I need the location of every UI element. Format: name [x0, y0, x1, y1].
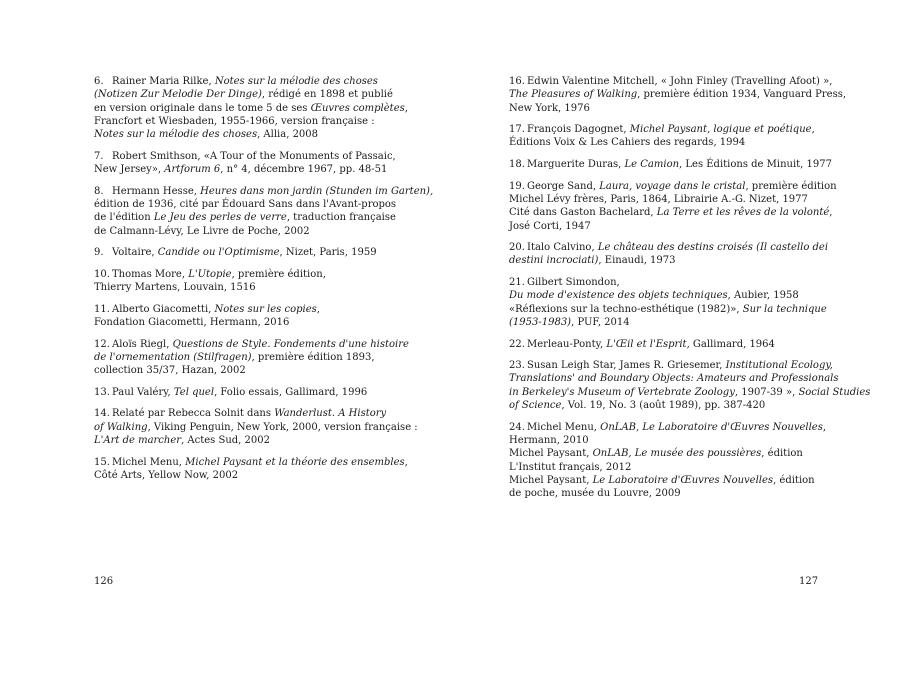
- footnote-title-text: Laura, voyage dans le cristal: [599, 180, 746, 192]
- footnote-text: de l'édition: [94, 212, 154, 224]
- footnote-line: [509, 303, 879, 316]
- footnote-text: José Corti, 1947: [509, 220, 591, 232]
- notes-list: [509, 75, 879, 509]
- footnote-text: , PUF, 2014: [571, 316, 630, 328]
- footnote-entry: [94, 386, 424, 399]
- footnote-entry: [509, 158, 879, 171]
- footnote-number: 10.: [94, 268, 110, 280]
- footnote-line: [509, 487, 879, 500]
- footnote-title-text: (Notizen Zur Melodie Der Dinge): [94, 89, 262, 101]
- footnote-number: 7.: [94, 150, 104, 162]
- footnote-title-text: Questions de Style. Fondements d'une histoire: [172, 338, 409, 350]
- footnote-title-text: destini incrociati): [509, 255, 599, 267]
- footnote-text: , Viking Penguin, New York, 2000, version française :: [147, 421, 418, 433]
- footnote-line: [509, 461, 879, 474]
- footnote-number: 21.: [509, 277, 525, 289]
- footnote-number: 9.: [94, 247, 104, 259]
- footnote-text: , Gallimard, 1964: [686, 338, 775, 350]
- footnote-text: collection 35/37, Hazan, 2002: [94, 365, 246, 377]
- footnote-text: ,: [316, 303, 320, 315]
- footnote-entry: [94, 407, 424, 447]
- footnote-text: Robert Smithson, «A Tour of the Monuments of Passaic,: [112, 150, 396, 162]
- footnote-title-text: Sur la technique: [742, 303, 827, 315]
- footnote-title-text: in Berkeley's Museum of Vertebrate Zoology: [509, 386, 735, 398]
- footnote-text: Thomas More,: [112, 268, 189, 280]
- footnote-number: 17.: [509, 124, 525, 136]
- footnote-line: [94, 338, 424, 351]
- footnote-entry: [509, 421, 879, 501]
- footnote-number: 15.: [94, 456, 110, 468]
- footnote-text: , Aubier, 1958: [727, 290, 799, 302]
- footnote-text: Alberto Giacometti,: [112, 303, 215, 315]
- footnote-title-text: Œuvres complètes: [310, 102, 405, 114]
- footnote-line: [509, 421, 879, 434]
- notes-list: [94, 75, 434, 490]
- footnote-number: 20.: [509, 242, 525, 254]
- footnote-number: 8.: [94, 185, 104, 197]
- footnote-text: , 1907-39 »,: [734, 386, 799, 398]
- footnote-line: [94, 211, 424, 224]
- footnote-text: ,: [829, 207, 833, 219]
- footnote-line: [94, 75, 424, 88]
- footnote-title-text: OnLAB, Le musée des poussières: [592, 448, 762, 460]
- footnote-number: 19.: [509, 180, 525, 192]
- footnote-text: Edwin Valentine Mitchell, « John Finley (Travelling Afoot) »,: [527, 76, 833, 87]
- footnote-title-text: Le Laboratoire d'Œuvres Nouvelles: [592, 474, 774, 486]
- footnote-title-text: (1953-1983): [509, 316, 572, 328]
- footnote-line: [94, 225, 424, 238]
- footnote-line: [509, 88, 879, 101]
- footnote-text: «Réflexions sur la techno-esthétique (1982)»,: [509, 303, 743, 315]
- footnote-line: [94, 102, 424, 115]
- left-page: [0, 0, 453, 680]
- footnote-text: Michel Paysant,: [509, 474, 593, 486]
- footnote-entry: [509, 180, 879, 233]
- footnote-line: [509, 474, 879, 487]
- footnote-text: Susan Leigh Star, James R. Griesemer,: [527, 360, 726, 372]
- footnote-number: 24.: [509, 421, 525, 433]
- footnote-title-text: Du mode d'existence des objets techniques: [509, 290, 728, 302]
- footnote-entry: [94, 268, 424, 295]
- footnote-entry: [94, 338, 424, 378]
- footnote-text: , rédigé en 1898 et publié: [261, 89, 393, 101]
- footnote-text: , Einaudi, 1973: [598, 255, 676, 267]
- footnote-title-text: L'Œil et l'Esprit: [606, 338, 687, 350]
- footnote-number: 14.: [94, 408, 110, 420]
- footnote-number: 12.: [94, 338, 110, 350]
- footnote-line: [94, 386, 424, 399]
- footnote-title-text: Translations' and Boundary Objects: Amateurs and Professionals: [509, 373, 839, 385]
- footnote-text: , Allia, 2008: [257, 129, 319, 141]
- footnote-text: ,: [822, 421, 827, 433]
- footnote-text: ,: [404, 102, 408, 114]
- footnote-text: Marguerite Duras,: [527, 159, 625, 171]
- footnote-text: L'Institut français, 2012: [509, 461, 632, 473]
- footnote-line: [509, 372, 879, 385]
- footnote-entry: [94, 303, 424, 330]
- footnote-line: [509, 386, 879, 399]
- footnote-line: [509, 206, 879, 219]
- footnote-line: [509, 276, 879, 289]
- footnote-title-text: Social Studies: [798, 386, 871, 398]
- page-number: 126: [94, 576, 114, 587]
- footnote-line: [509, 338, 879, 351]
- footnote-text: , n° 4, décembre 1967, pp. 48-51: [220, 164, 388, 176]
- footnote-line: [94, 88, 424, 101]
- footnote-title-text: Michel Paysant, logique et poétique: [629, 124, 812, 136]
- footnote-number: 13.: [94, 386, 110, 398]
- footnote-line: [509, 193, 879, 206]
- footnote-title-text: Wanderlust. A History: [274, 408, 387, 420]
- footnote-text: , première édition 1893,: [251, 351, 375, 363]
- footnote-title-text: La Terre et les rêves de la volonté: [656, 207, 830, 219]
- footnote-title-text: Le château des destins croisés (Il castello dei: [597, 242, 829, 254]
- footnote-title-text: L'Art de marcher: [94, 434, 182, 446]
- footnote-title-text: The Pleasures of Walking: [509, 89, 638, 101]
- footnote-entry: [94, 75, 424, 141]
- footnote-line: [509, 180, 879, 193]
- footnote-line: [94, 198, 424, 211]
- footnote-number: 22.: [509, 338, 525, 350]
- footnote-line: [509, 316, 879, 329]
- footnote-text: Hermann, 2010: [509, 434, 589, 446]
- footnote-title-text: Notes sur la mélodie des choses: [214, 76, 378, 87]
- footnote-line: [509, 254, 879, 267]
- footnote-text: Thierry Martens, Louvain, 1516: [94, 282, 256, 294]
- footnote-text: Fondation Giacometti, Hermann, 2016: [94, 316, 290, 328]
- footnote-text: Merleau-Ponty,: [527, 338, 607, 350]
- footnote-title-text: Le Camion: [624, 159, 680, 171]
- footnote-entry: [94, 185, 434, 238]
- footnote-text: New Jersey»,: [94, 164, 165, 176]
- footnote-line: [509, 434, 879, 447]
- footnote-line: [509, 289, 879, 302]
- footnote-text: Michel Menu,: [112, 456, 186, 468]
- footnote-number: 6.: [94, 76, 104, 87]
- footnote-text: , Nizet, Paris, 1959: [279, 247, 377, 259]
- footnote-text: Hermann Hesse,: [112, 185, 201, 197]
- footnote-entry: [509, 359, 879, 412]
- footnote-title-text: Le Jeu des perles de verre: [153, 212, 287, 224]
- footnote-entry: [509, 241, 879, 268]
- footnote-line: [94, 456, 424, 469]
- footnote-entry: [94, 246, 424, 259]
- footnote-text: Côté Arts, Yellow Now, 2002: [94, 469, 239, 481]
- footnote-text: , édition: [761, 448, 803, 460]
- footnote-line: [509, 241, 879, 254]
- footnote-text: de Calmann-Lévy, Le Livre de Poche, 2002: [94, 225, 310, 237]
- footnote-line: [94, 128, 424, 141]
- footnote-text: de poche, musée du Louvre, 2009: [509, 488, 681, 500]
- footnote-line: [94, 351, 424, 364]
- footnote-line: [94, 246, 424, 259]
- footnote-line: [94, 364, 424, 377]
- footnote-line: [94, 407, 424, 420]
- footnote-line: [94, 163, 424, 176]
- footnote-text: en version originale dans le tome 5 de ses: [94, 102, 311, 114]
- footnote-text: édition de 1936, cité par Édouard Sans dans l'Avant-propos: [94, 198, 397, 210]
- footnote-line: [509, 447, 879, 460]
- page-number: 127: [799, 576, 819, 587]
- footnote-title-text: of Science: [509, 400, 562, 412]
- footnote-text: , première édition 1934, Vanguard Press,: [637, 89, 847, 101]
- footnote-text: Francfort et Wiesbaden, 1955-1966, version française :: [94, 115, 375, 127]
- footnote-entry: [509, 276, 879, 329]
- right-page: [453, 0, 907, 680]
- footnote-text: , traduction française: [286, 212, 396, 224]
- footnote-text: , première édition: [745, 180, 837, 192]
- footnote-title-text: Heures dans mon jardin (Stunden im Garten),: [200, 185, 434, 197]
- footnote-line: [509, 399, 879, 412]
- footnote-title-text: Michel Paysant et la théorie des ensembles: [185, 456, 405, 468]
- footnote-text: Relaté par Rebecca Solnit dans: [112, 408, 275, 420]
- footnote-title-text: of Walking: [94, 421, 148, 433]
- footnote-number: 23.: [509, 360, 525, 372]
- footnote-entry: [509, 338, 879, 351]
- footnote-text: Éditions Voix & Les Cahiers des regards, 1994: [509, 137, 746, 149]
- footnote-line: [94, 150, 424, 163]
- footnote-text: Rainer Maria Rilke,: [112, 76, 215, 87]
- footnote-title-text: Institutional Ecology,: [725, 360, 833, 372]
- footnote-number: 16.: [509, 76, 525, 87]
- footnote-title-text: Artforum 6: [164, 164, 221, 176]
- footnote-title-text: de l'ornementation (Stilfragen): [94, 351, 252, 363]
- footnote-line: [509, 102, 879, 115]
- footnote-line: [509, 75, 879, 88]
- footnote-entry: [94, 150, 424, 177]
- footnote-line: [94, 303, 424, 316]
- footnote-text: , Actes Sud, 2002: [181, 434, 270, 446]
- footnote-number: 18.: [509, 159, 525, 171]
- footnote-line: [509, 158, 879, 171]
- footnote-text: , première édition,: [231, 268, 326, 280]
- footnote-line: [94, 281, 424, 294]
- footnote-text: ,: [404, 456, 408, 468]
- footnote-text: ,: [811, 124, 815, 136]
- footnote-entry: [509, 123, 879, 150]
- footnote-line: [94, 268, 424, 281]
- footnote-line: [509, 220, 879, 233]
- footnote-line: [94, 469, 424, 482]
- footnote-title-text: Candide ou l'Optimisme: [157, 247, 280, 259]
- footnote-text: Paul Valéry,: [112, 386, 174, 398]
- footnote-text: , Vol. 19, No. 3 (août 1989), pp. 387-420: [561, 400, 766, 412]
- footnote-line: [94, 185, 434, 198]
- footnote-text: George Sand,: [527, 180, 600, 192]
- footnote-line: [94, 316, 424, 329]
- footnote-title-text: OnLAB, Le Laboratoire d'Œuvres Nouvelles: [600, 421, 823, 433]
- footnote-title-text: Tel quel: [173, 386, 215, 398]
- footnote-title-text: L'Utopie: [188, 268, 232, 280]
- footnote-text: , Les Éditions de Minuit, 1977: [679, 159, 832, 171]
- footnote-line: [94, 421, 424, 434]
- footnote-text: Michel Paysant,: [509, 448, 593, 460]
- footnote-entry: [94, 456, 424, 483]
- footnote-text: Michel Lévy frères, Paris, 1864, Librairie A.-G. Nizet, 1977: [509, 193, 808, 205]
- footnote-entry: [509, 75, 879, 115]
- footnote-line: [509, 123, 879, 136]
- footnote-text: Cité dans Gaston Bachelard,: [509, 207, 657, 219]
- footnote-text: Michel Menu,: [527, 421, 601, 433]
- footnote-text: François Dagognet,: [527, 124, 630, 136]
- footnote-title-text: Notes sur la mélodie des choses: [94, 129, 258, 141]
- footnote-text: Gilbert Simondon,: [527, 277, 620, 289]
- footnote-text: , Folio essais, Gallimard, 1996: [214, 386, 368, 398]
- footnote-number: 11.: [94, 303, 110, 315]
- footnote-text: Aloïs Riegl,: [112, 338, 173, 350]
- footnote-line: [509, 359, 879, 372]
- footnote-title-text: Notes sur les copies: [214, 303, 317, 315]
- footnote-text: , édition: [773, 474, 815, 486]
- footnote-line: [94, 115, 424, 128]
- footnote-text: Italo Calvino,: [527, 242, 598, 254]
- footnote-line: [94, 434, 424, 447]
- footnote-text: Voltaire,: [112, 247, 158, 259]
- footnote-text: New York, 1976: [509, 102, 590, 114]
- footnote-line: [509, 136, 879, 149]
